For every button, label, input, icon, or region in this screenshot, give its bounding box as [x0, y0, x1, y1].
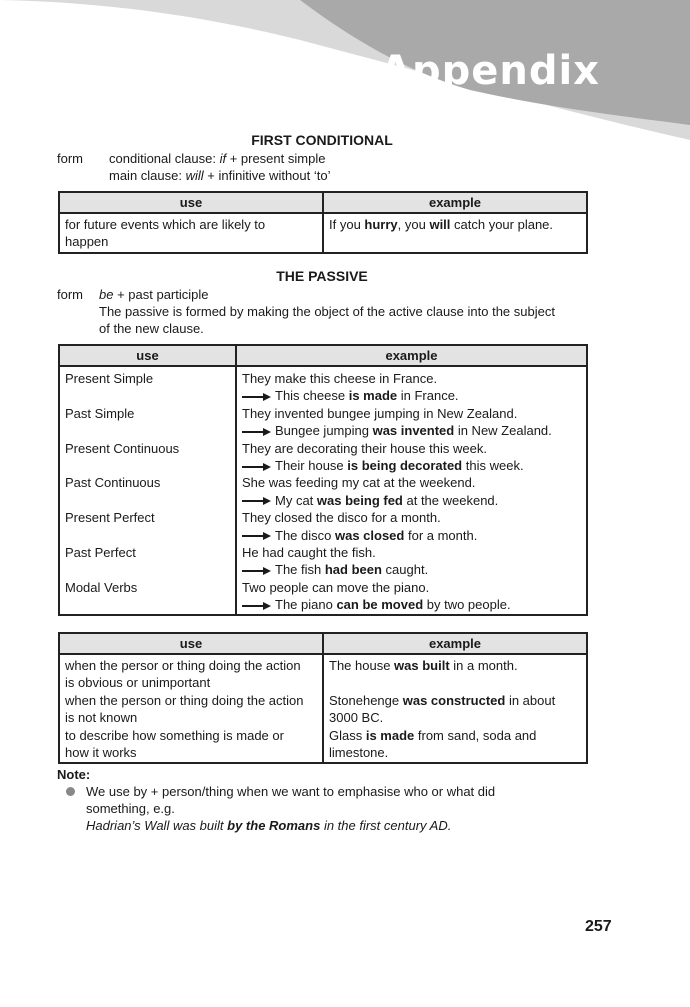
table-row — [59, 366, 587, 615]
arrow-right-icon — [242, 393, 271, 401]
passive-sentence: The piano can be moved by two people. — [242, 596, 581, 613]
passive-uses-table — [58, 632, 588, 764]
active-sentence: He had caught the fish. — [242, 544, 376, 560]
active-sentence: Two people can move the piano. — [242, 579, 430, 595]
first-conditional-form — [57, 150, 587, 184]
arrow-right-icon — [242, 497, 271, 505]
arrow-right-icon — [242, 602, 271, 610]
active-sentence: They closed the disco for a month. — [242, 510, 441, 526]
form-line-conditional: conditional clause: if + present simple — [109, 151, 326, 166]
form-line-main: main clause: will + infinitive without ‘to’ — [109, 168, 331, 183]
passive-sentence: The fish had been caught. — [242, 561, 581, 578]
first-conditional-table — [58, 191, 588, 254]
note-example: Hadrian’s Wall was built by the Romans in the first century AD. — [86, 818, 452, 833]
note-title: Note: — [57, 767, 91, 782]
note-line: We use by + person/thing when we want to emphasise who or what did — [86, 784, 496, 799]
example-cell: The house was built in a month. Stonehenge was constructed in about 3000 BC. Glass is made from sand, soda and limestone. — [323, 654, 587, 763]
passive-sentence: Their house is being decorated this week. — [242, 457, 581, 474]
form-line-passive: be + past participle — [99, 287, 209, 302]
note-line: something, e.g. — [86, 801, 175, 816]
col-example: example — [323, 192, 587, 213]
use-cell: for future events which are likely to happen — [59, 213, 323, 253]
arrow-right-icon — [242, 567, 271, 575]
table-row — [59, 213, 587, 253]
page-number: 257 — [585, 918, 612, 935]
active-sentence: They are decorating their house this week. — [242, 440, 487, 456]
passive-sentence: This cheese is made in France. — [242, 387, 581, 404]
col-use: use — [59, 345, 236, 366]
passive-title: THE PASSIVE — [276, 268, 368, 284]
first-conditional-title: FIRST CONDITIONAL — [251, 132, 393, 148]
passive-sentence: The disco was closed for a month. — [242, 527, 581, 544]
use-cell: Present Simple Past Simple Present Continuous Past Continuous Present Perfect Past Perfect Modal Verbs — [59, 366, 236, 615]
arrow-right-icon — [242, 428, 271, 436]
col-use: use — [59, 633, 323, 654]
appendix-title: Appendix — [380, 48, 600, 94]
active-sentence: She was feeding my cat at the weekend. — [242, 475, 476, 491]
arrow-right-icon — [242, 532, 271, 540]
passive-description: The passive is formed by making the object of the active clause into the subject of the new clause. — [99, 304, 555, 336]
active-sentence: They make this cheese in France. — [242, 371, 438, 386]
col-example: example — [236, 345, 587, 366]
bullet-icon — [66, 787, 75, 796]
table-header-row — [59, 633, 587, 654]
col-use: use — [59, 192, 323, 213]
form-label: form — [57, 151, 83, 166]
table-header-row — [59, 345, 587, 366]
passive-form — [57, 286, 587, 337]
passive-forms-table — [58, 344, 588, 616]
passive-sentence: Bungee jumping was invented in New Zealand. — [242, 422, 581, 439]
example-cell — [236, 366, 587, 615]
col-example: example — [323, 633, 587, 654]
form-label: form — [57, 287, 83, 302]
note-body — [66, 783, 566, 834]
table-header-row — [59, 192, 587, 213]
active-sentence: They invented bungee jumping in New Zealand. — [242, 405, 518, 421]
use-cell: when the persor or thing doing the action is obvious or unimportant when the person or thing doing the action is not known to describe how something is made or how it works — [59, 654, 323, 763]
arrow-right-icon — [242, 463, 271, 471]
example-cell: If you hurry, you will catch your plane. — [323, 213, 587, 253]
passive-sentence: My cat was being fed at the weekend. — [242, 492, 581, 509]
table-row — [59, 654, 587, 763]
